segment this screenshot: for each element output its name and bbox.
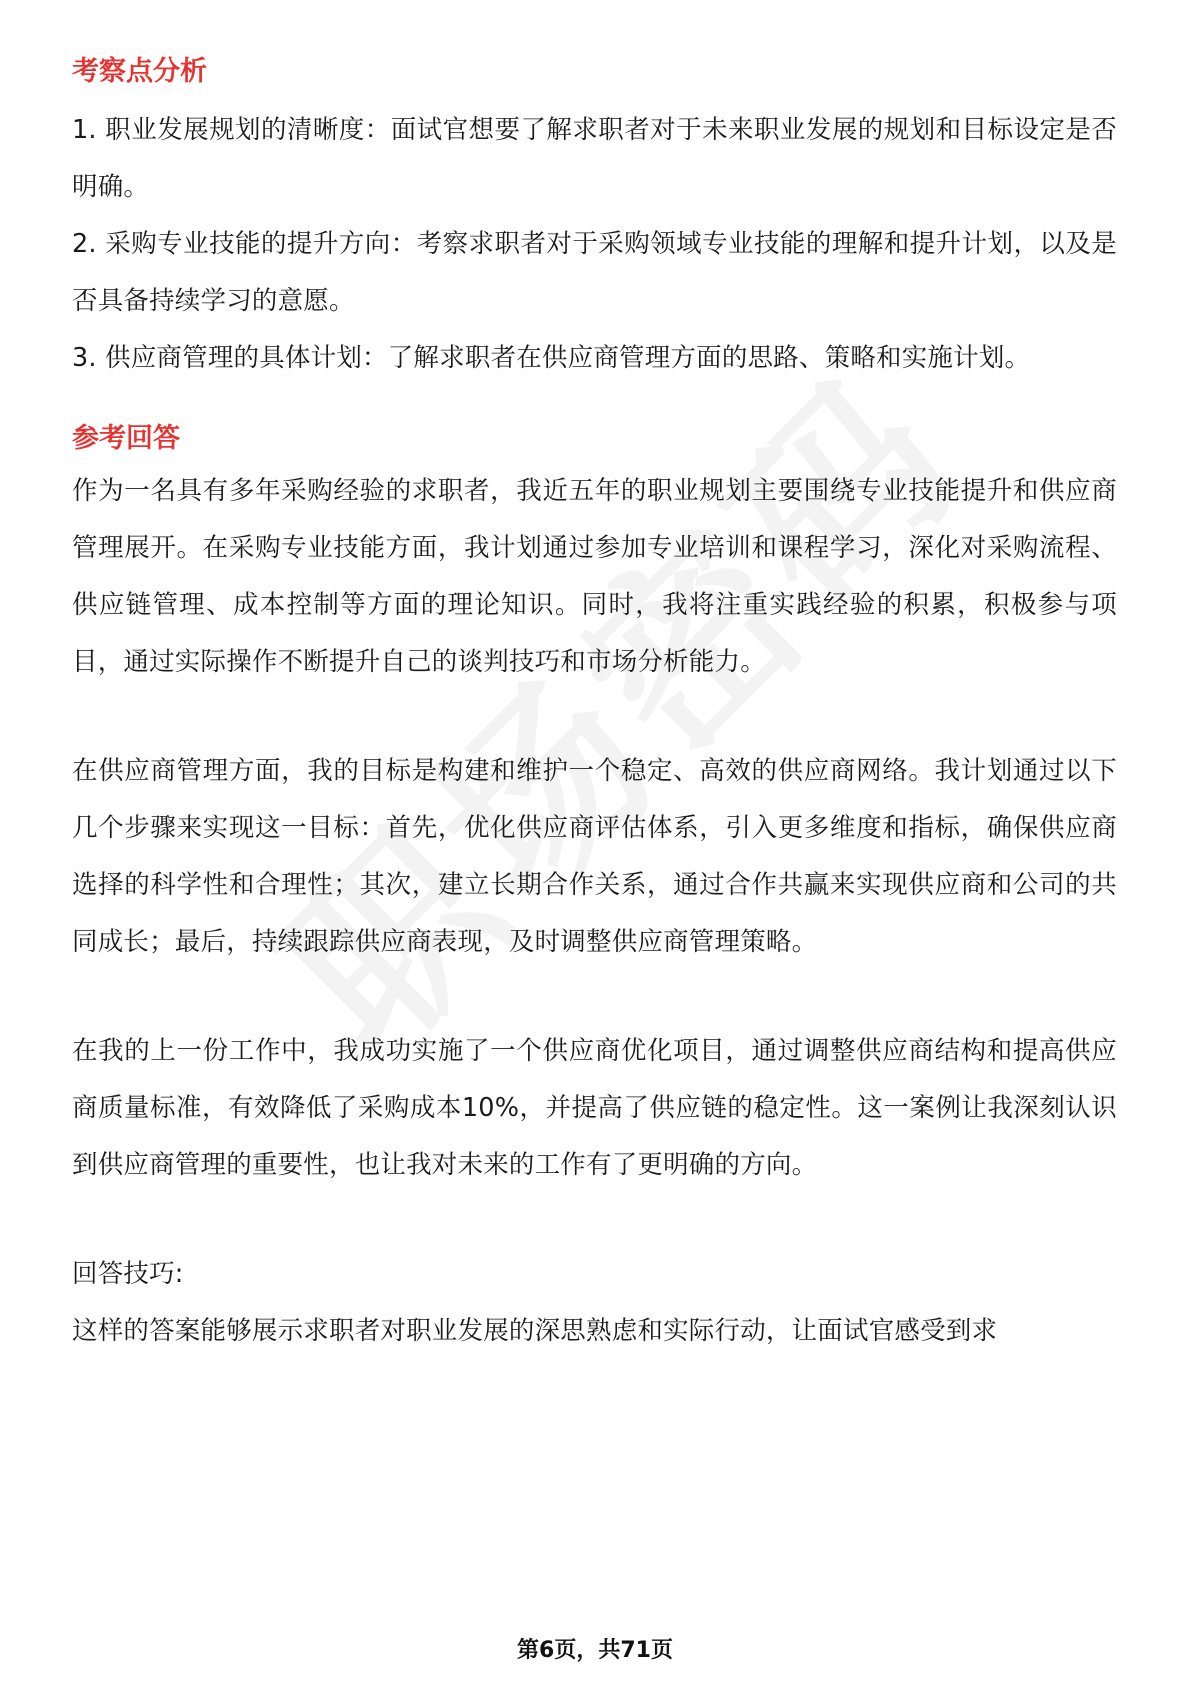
page-content: [72, 48, 1117, 1360]
analysis-heading: 考察点分析: [72, 56, 207, 87]
answer-paragraph-2: 在供应商管理方面，我的目标是构建和维护一个稳定、高效的供应商网络。我计划通过以下几个步骤来实现这一目标：首先，优化供应商评估体系，引入更多维度和指标，确保供应商选择的科学性和合理性；其次，建立长期合作关系，通过合作共赢来实现供应商和公司的共同成长；最后，持续跟踪供应商表现，及时调整供应商管理策略。: [72, 756, 1117, 957]
tips-label: 回答技巧:: [72, 1259, 184, 1289]
answer-paragraph-1: 作为一名具有多年采购经验的求职者，我近五年的职业规划主要围绕专业技能提升和供应商管理展开。在采购专业技能方面，我计划通过参加专业培训和课程学习，深化对采购流程、供应链管理、成本控制等方面的理论知识。同时，我将注重实践经验的积累，积极参与项目，通过实际操作不断提升自己的谈判技巧和市场分析能力。: [72, 476, 1117, 677]
answer-paragraph-3: 在我的上一份工作中，我成功实施了一个供应商优化项目，通过调整供应商结构和提高供应商质量标准，有效降低了采购成本10%，并提高了供应链的稳定性。这一案例让我深刻认识到供应商管理的重要性，也让我对未来的工作有了更明确的方向。: [72, 1036, 1117, 1180]
tips-text: 这样的答案能够展示求职者对职业发展的深思熟虑和实际行动，让面试官感受到求: [72, 1316, 998, 1346]
answer-heading: 参考回答: [72, 423, 180, 454]
analysis-item-3: 3. 供应商管理的具体计划：了解求职者在供应商管理方面的思路、策略和实施计划。: [72, 343, 1031, 373]
analysis-item-1: 1. 职业发展规划的清晰度：面试官想要了解求职者对于未来职业发展的规划和目标设定是否明确。: [72, 115, 1117, 202]
analysis-item-2: 2. 采购专业技能的提升方向：考察求职者对于采购领域专业技能的理解和提升计划，以及是否具备持续学习的意愿。: [72, 229, 1117, 316]
page-number: 第6页，共71页: [517, 1638, 673, 1663]
